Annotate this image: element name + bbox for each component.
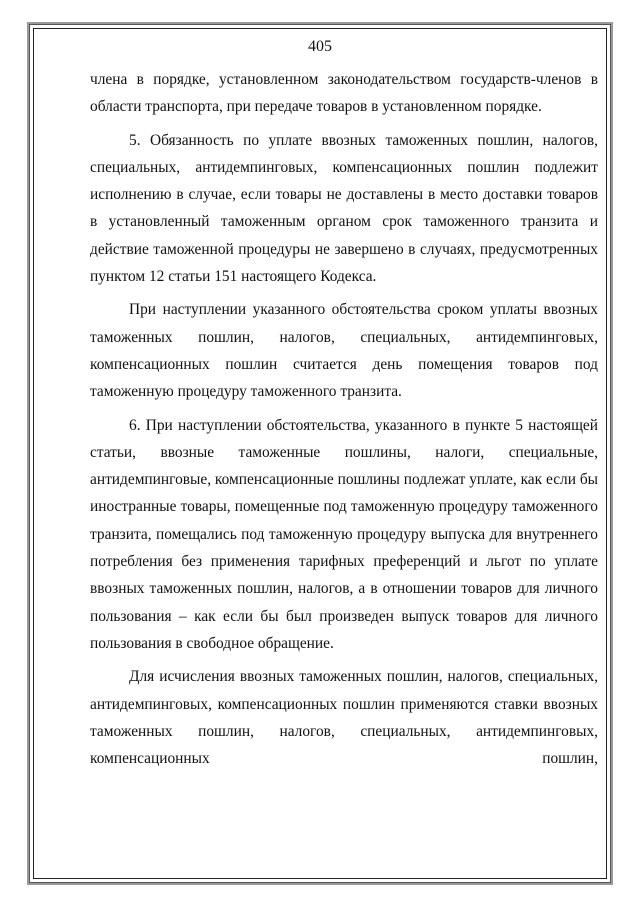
page-number: 405 bbox=[308, 38, 332, 55]
paragraph-calculation: Для исчисления ввозных таможенных пошлин, налогов, специальных, антидемпинговых, компенсационных пошлин применяются ставки ввозных таможенных пошлин, налогов, специальных, антидемпинговых, компенсационных пошлин, bbox=[90, 668, 598, 768]
document-body bbox=[90, 66, 598, 772]
paragraph-payment-term: При наступлении указанного обстоятельства сроком уплаты ввозных таможенных пошлин, налогов, специальных, антидемпинговых, компенсационных пошлин считается день помещения товаров под таможенную процедуру таможенного транзита. bbox=[90, 301, 598, 401]
paragraph-item-6: 6. При наступлении обстоятельства, указанного в пункте 5 настоящей статьи, ввозные таможенные пошлины, налоги, специальные, антидемпинговые, компенсационные пошлины подлежат уплате, как если бы иностранные товары, помещенные под таможенную процедуру таможенного транзита, помещались под таможенную процедуру выпуска для внутреннего потребления без применения тарифных преференций и льгот по уплате ввозных таможенных пошлин, налогов, а в отношении товаров для личного пользования – как если бы был произведен выпуск товаров для личного пользования в свободное обращение. bbox=[90, 416, 598, 652]
paragraph-continuation: члена в порядке, установленном законодательством государств-членов в области транспорта, при передаче товаров в установленном порядке. bbox=[90, 71, 598, 116]
paragraph-item-5: 5. Обязанность по уплате ввозных таможенных пошлин, налогов, специальных, антидемпинговых, компенсационных пошлин подлежит исполнению в случае, если товары не доставлены в место доставки товаров в установленный таможенным органом срок таможенного транзита и действие таможенной процедуры не завершено в случаях, предусмотренных пунктом 12 статьи 151 настоящего Кодекса. bbox=[90, 131, 598, 286]
